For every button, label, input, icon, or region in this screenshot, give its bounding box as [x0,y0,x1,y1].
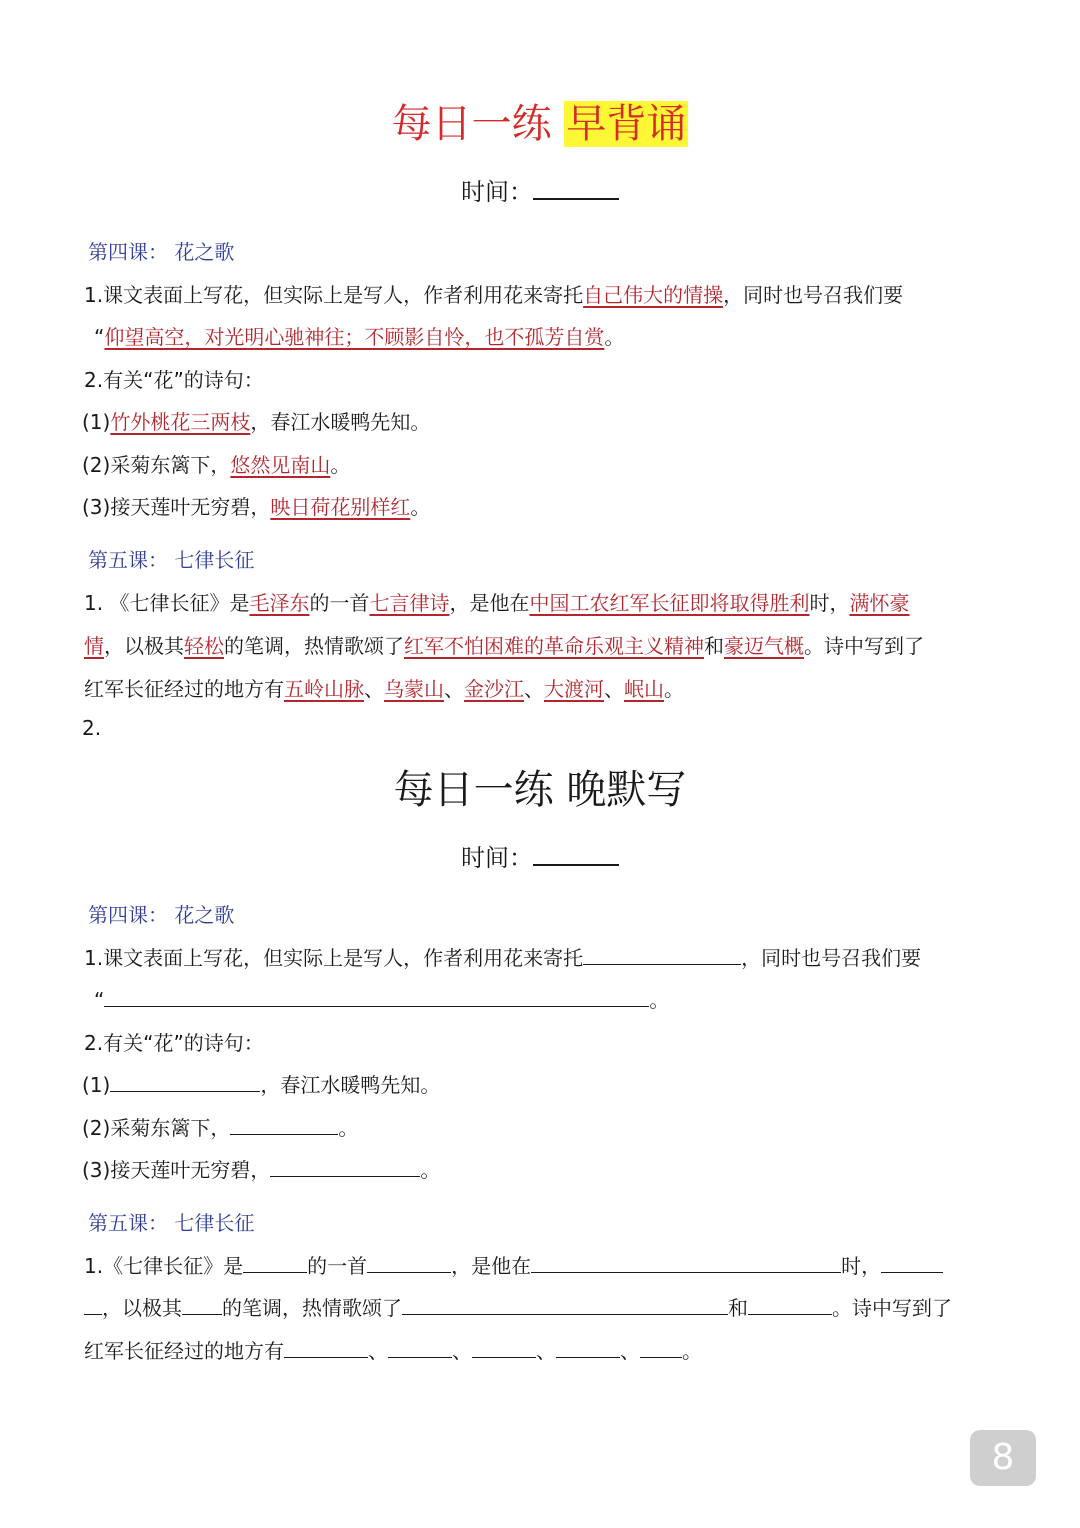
fill-blank[interactable] [182,1296,222,1315]
morning-title-main: 每日一练 [391,101,552,147]
text: 、 [536,1339,556,1363]
text: 1.课文表面上写花，但实际上是写人，作者利用花来寄托 [84,946,584,970]
text: ，春江水暖鸭先知。 [260,1073,441,1097]
text: 时， [841,1254,882,1278]
text: 的一首 [309,591,370,615]
fill-blank[interactable] [640,1339,682,1358]
fill-blank[interactable] [104,988,649,1007]
text: 。诗中写到了 [832,1296,952,1320]
answer: 映日荷花别样红 [270,495,411,519]
answer: 毛泽东 [249,591,310,615]
text: ，是他在 [449,591,530,615]
text: 。 [420,1158,441,1182]
text: 。诗中写到了 [804,634,924,658]
text: 。 [664,677,684,701]
evening-lesson4-heading: 第四课： 花之歌 [88,903,235,927]
morning-l5-line2 [84,630,924,659]
evening-title: 每日一练 晚默写 [393,767,687,813]
fill-blank[interactable] [748,1296,832,1315]
text: 。 [338,1116,359,1140]
answer: 仰望高空，对光明心驰神往；不顾影自怜，也不孤芳自赏 [104,325,605,349]
morning-time-blank[interactable] [533,176,619,200]
morning-l4-poem3 [82,491,430,520]
text: 。 [649,988,670,1012]
text: 和 [728,1296,748,1320]
text: 、 [604,677,624,701]
morning-l4-q2: 2.有关“花”的诗句： [84,368,264,392]
fill-blank[interactable] [881,1254,943,1273]
place-answer: 大渡河 [544,677,604,701]
fill-blank[interactable] [243,1254,307,1273]
evening-time-row [0,838,1080,873]
answer: 七言律诗 [369,591,450,615]
fill-blank[interactable] [110,1073,260,1092]
text: “ [94,988,105,1012]
text: 、 [364,677,384,701]
text: 的一首 [307,1254,368,1278]
text: (1) [82,410,111,434]
place-answer: 岷山 [624,677,664,701]
fill-blank[interactable] [531,1254,841,1273]
fill-blank[interactable] [84,1296,102,1315]
text: ，以极其 [102,1296,182,1320]
answer: 中国工农红军长征即将取得胜利 [529,591,810,615]
fill-blank[interactable] [284,1339,368,1358]
morning-time-row [0,172,1080,207]
evening-l4-q2: 2.有关“花”的诗句： [84,1031,264,1055]
fill-blank[interactable] [472,1339,536,1358]
text: ，同时也号召我们要 [741,946,922,970]
evening-lesson5-heading: 第五课： 七律长征 [88,1211,255,1235]
text: (3)接天莲叶无穷碧， [82,495,271,519]
morning-l4-q1-line1 [84,279,903,308]
text: (1) [82,1073,111,1097]
place-answer: 金沙江 [464,677,524,701]
page-number-badge: 8 [970,1430,1036,1486]
text: 的笔调，热情歌颂了 [224,634,404,658]
answer: 竹外桃花三两枝 [110,410,251,434]
text: ，同时也号召我们要 [723,283,904,307]
morning-title-highlight: 早背诵 [566,101,687,147]
text: 、 [452,1339,472,1363]
evening-l5-line2 [84,1292,952,1321]
answer: 满怀豪 [849,591,910,615]
text: 的笔调，热情歌颂了 [222,1296,402,1320]
text: 1.课文表面上写花，但实际上是写人，作者利用花来寄托 [84,283,584,307]
morning-l5-line3 [84,673,684,702]
place-answer: 乌蒙山 [384,677,444,701]
text: 、 [524,677,544,701]
text: 红军长征经过的地方有 [84,677,284,701]
text: ，春江水暖鸭先知。 [250,410,431,434]
morning-time-label: 时间： [461,178,533,206]
evening-l4-q1-line2 [94,984,669,1013]
fill-blank[interactable] [230,1116,338,1135]
answer: 自己伟大的情操 [583,283,724,307]
morning-l4-poem1 [82,406,430,435]
text: 、 [620,1339,640,1363]
answer: 悠然见南山 [230,453,331,477]
morning-l5-line1 [84,587,909,616]
text: (2)采菊东篱下， [82,1116,231,1140]
fill-blank[interactable] [583,946,741,965]
morning-q2: 2. [82,716,102,740]
text: 、 [368,1339,388,1363]
text: 1.《七律长征》是 [84,1254,244,1278]
text: 。 [410,495,431,519]
fill-blank[interactable] [388,1339,452,1358]
evening-l4-poem2 [82,1112,358,1141]
morning-l4-q1-line2 [94,321,624,350]
text: (2)采菊东篱下， [82,453,231,477]
evening-l4-poem3 [82,1154,440,1183]
evening-time-blank[interactable] [533,842,619,866]
answer: 情 [84,634,104,658]
morning-l4-poem2 [82,449,350,478]
fill-blank[interactable] [402,1296,728,1315]
evening-l4-poem1 [82,1069,440,1098]
text: 和 [704,634,724,658]
fill-blank[interactable] [367,1254,451,1273]
text: ，是他在 [451,1254,532,1278]
morning-lesson5-heading: 第五课： 七律长征 [88,548,255,572]
place-answer: 五岭山脉 [284,677,364,701]
text: 时， [809,591,850,615]
text: 。 [604,325,625,349]
answer: 豪迈气概 [724,634,804,658]
text: ，以极其 [104,634,184,658]
evening-l5-line3 [84,1335,702,1364]
fill-blank[interactable] [270,1158,420,1177]
text: 红军长征经过的地方有 [84,1339,284,1363]
text: 。 [330,453,351,477]
answer: 红军不怕困难的革命乐观主义精神 [404,634,704,658]
evening-time-label: 时间： [461,844,533,872]
text: 1. 《七律长征》是 [84,591,250,615]
morning-title [0,92,1080,149]
evening-l4-q1-line1 [84,942,921,971]
text: 。 [682,1339,702,1363]
text: 、 [444,677,464,701]
text: “ [94,325,105,349]
fill-blank[interactable] [556,1339,620,1358]
morning-lesson4-heading: 第四课： 花之歌 [88,240,235,264]
text: (3)接天莲叶无穷碧， [82,1158,271,1182]
answer: 轻松 [184,634,224,658]
evening-l5-line1 [84,1250,943,1279]
